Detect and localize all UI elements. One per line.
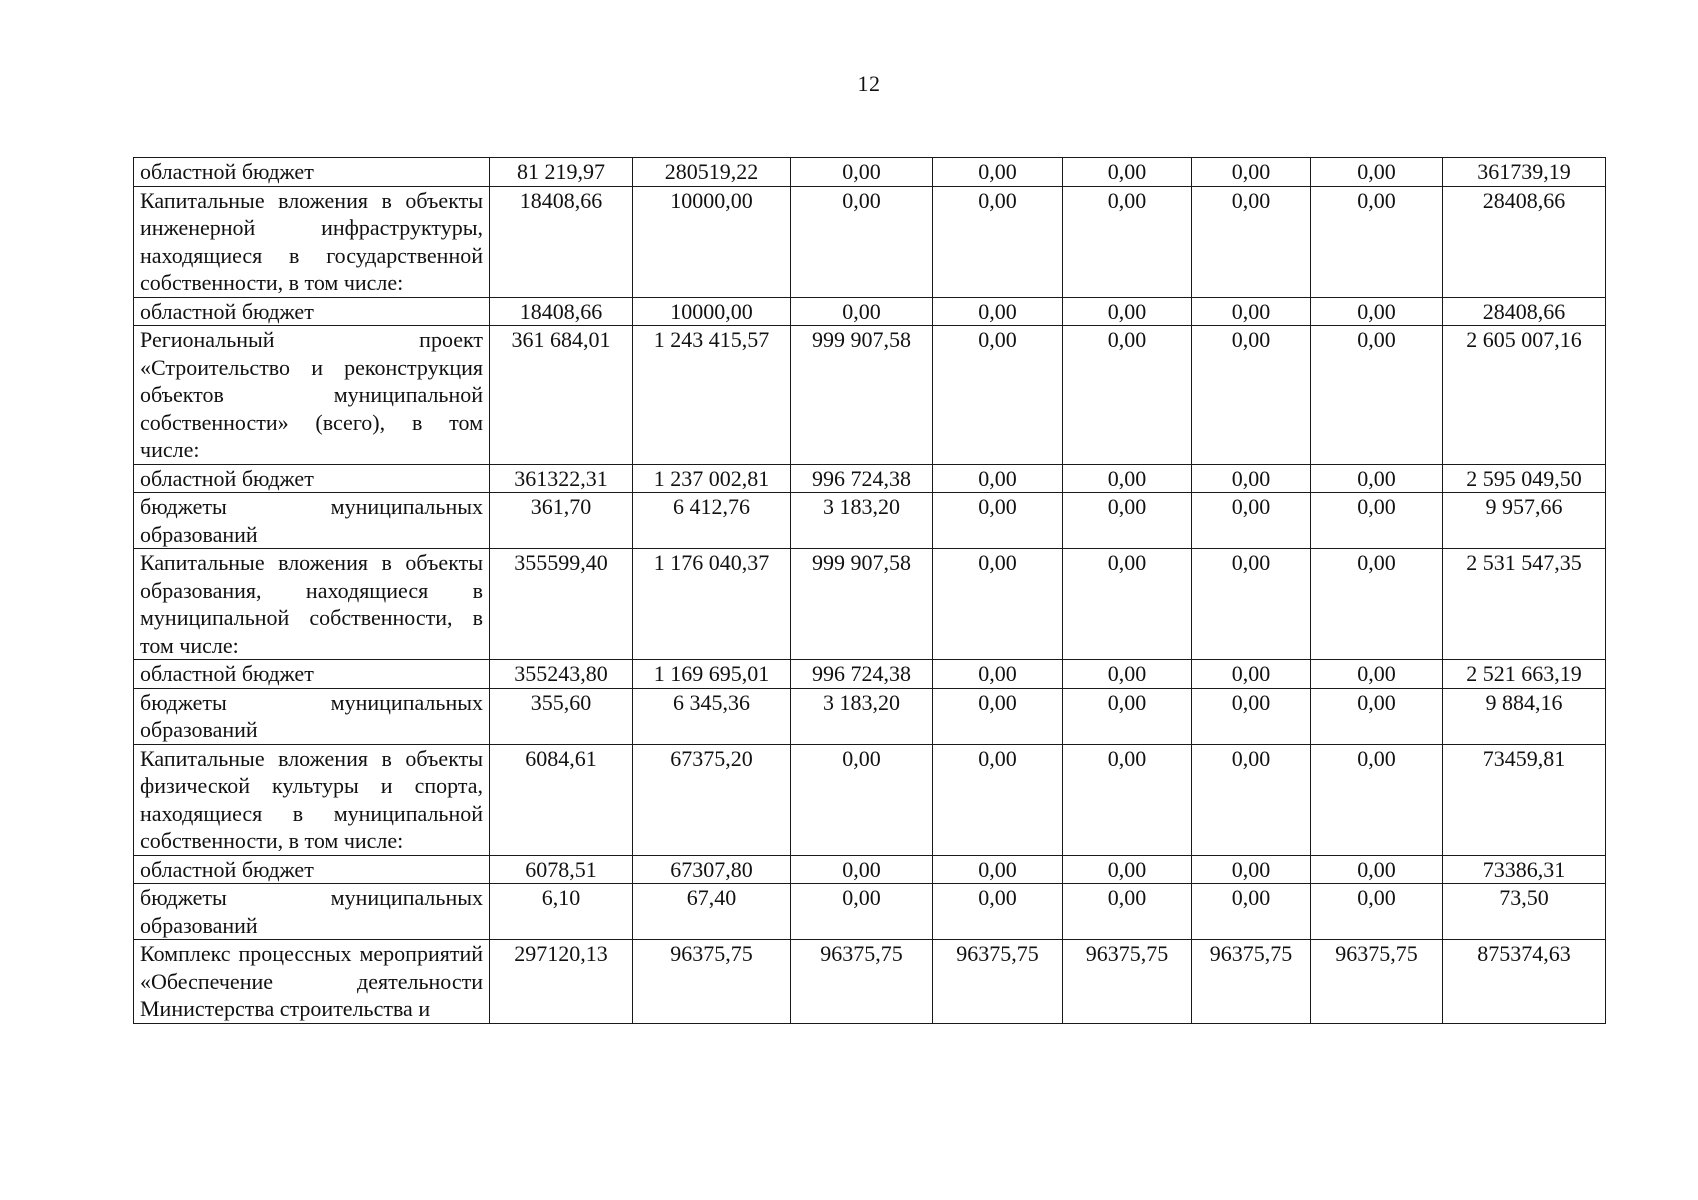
value-cell: 0,00 — [1192, 158, 1311, 187]
total-cell: 2 521 663,19 — [1443, 660, 1606, 689]
value-cell: 1 243 415,57 — [633, 326, 791, 465]
value-cell: 10000,00 — [633, 297, 791, 326]
total-cell: 2 531 547,35 — [1443, 549, 1606, 660]
value-cell: 0,00 — [933, 688, 1063, 744]
table-row — [134, 744, 1606, 855]
total-cell: 361739,19 — [1443, 158, 1606, 187]
value-cell: 96375,75 — [1192, 940, 1311, 1024]
value-cell: 0,00 — [1192, 855, 1311, 884]
value-cell: 0,00 — [791, 186, 933, 297]
value-cell: 0,00 — [1311, 493, 1443, 549]
value-cell: 0,00 — [933, 744, 1063, 855]
row-label: областной бюджет — [134, 158, 490, 187]
value-cell: 0,00 — [1063, 855, 1192, 884]
value-cell: 0,00 — [791, 297, 933, 326]
value-cell: 0,00 — [1311, 660, 1443, 689]
value-cell: 355,60 — [490, 688, 633, 744]
value-cell: 67,40 — [633, 884, 791, 940]
value-cell: 3 183,20 — [791, 688, 933, 744]
row-label: Капитальные вложения в объекты физической культуры и спорта, находящиеся в муниципальной собственности, в том числе: — [134, 744, 490, 855]
total-cell: 875374,63 — [1443, 940, 1606, 1024]
value-cell: 0,00 — [1063, 493, 1192, 549]
value-cell: 0,00 — [1063, 297, 1192, 326]
value-cell: 996 724,38 — [791, 464, 933, 493]
table-row — [134, 158, 1606, 187]
value-cell: 0,00 — [1311, 744, 1443, 855]
row-label: бюджеты муниципальных образований — [134, 688, 490, 744]
value-cell: 0,00 — [791, 855, 933, 884]
row-label: областной бюджет — [134, 297, 490, 326]
value-cell: 0,00 — [1063, 464, 1192, 493]
value-cell: 0,00 — [933, 493, 1063, 549]
row-label: бюджеты муниципальных образований — [134, 884, 490, 940]
total-cell: 73459,81 — [1443, 744, 1606, 855]
value-cell: 18408,66 — [490, 297, 633, 326]
value-cell: 0,00 — [1063, 326, 1192, 465]
value-cell: 96375,75 — [1063, 940, 1192, 1024]
value-cell: 0,00 — [933, 855, 1063, 884]
value-cell: 999 907,58 — [791, 549, 933, 660]
value-cell: 0,00 — [1063, 549, 1192, 660]
value-cell: 0,00 — [1311, 464, 1443, 493]
value-cell: 0,00 — [1192, 549, 1311, 660]
value-cell: 1 237 002,81 — [633, 464, 791, 493]
value-cell: 999 907,58 — [791, 326, 933, 465]
value-cell: 6 345,36 — [633, 688, 791, 744]
value-cell: 0,00 — [933, 660, 1063, 689]
value-cell: 0,00 — [933, 549, 1063, 660]
row-label: областной бюджет — [134, 464, 490, 493]
value-cell: 67375,20 — [633, 744, 791, 855]
value-cell: 280519,22 — [633, 158, 791, 187]
value-cell: 0,00 — [1311, 884, 1443, 940]
value-cell: 0,00 — [1192, 493, 1311, 549]
total-cell: 73,50 — [1443, 884, 1606, 940]
value-cell: 96375,75 — [633, 940, 791, 1024]
value-cell: 3 183,20 — [791, 493, 933, 549]
value-cell: 0,00 — [1063, 744, 1192, 855]
table-row — [134, 855, 1606, 884]
total-cell: 9 884,16 — [1443, 688, 1606, 744]
value-cell: 0,00 — [933, 464, 1063, 493]
value-cell: 0,00 — [1311, 297, 1443, 326]
value-cell: 0,00 — [1192, 688, 1311, 744]
value-cell: 297120,13 — [490, 940, 633, 1024]
value-cell: 18408,66 — [490, 186, 633, 297]
page-number: 12 — [857, 71, 881, 96]
value-cell: 0,00 — [933, 326, 1063, 465]
value-cell: 361,70 — [490, 493, 633, 549]
value-cell: 0,00 — [1063, 688, 1192, 744]
row-label: областной бюджет — [134, 660, 490, 689]
value-cell: 0,00 — [1063, 660, 1192, 689]
value-cell: 0,00 — [1192, 744, 1311, 855]
value-cell: 0,00 — [1063, 884, 1192, 940]
value-cell: 0,00 — [791, 744, 933, 855]
table-row — [134, 464, 1606, 493]
value-cell: 6078,51 — [490, 855, 633, 884]
table-row — [134, 660, 1606, 689]
value-cell: 1 169 695,01 — [633, 660, 791, 689]
value-cell: 0,00 — [933, 884, 1063, 940]
value-cell: 96375,75 — [791, 940, 933, 1024]
value-cell: 0,00 — [933, 297, 1063, 326]
row-label: областной бюджет — [134, 855, 490, 884]
value-cell: 0,00 — [933, 186, 1063, 297]
value-cell: 996 724,38 — [791, 660, 933, 689]
value-cell: 0,00 — [1192, 297, 1311, 326]
table-row — [134, 186, 1606, 297]
row-label: Комплекс процессных мероприятий «Обеспечение деятельности Министерства строительства и — [134, 940, 490, 1024]
value-cell: 0,00 — [1063, 158, 1192, 187]
total-cell: 2 595 049,50 — [1443, 464, 1606, 493]
value-cell: 0,00 — [1063, 186, 1192, 297]
table-row — [134, 688, 1606, 744]
value-cell: 0,00 — [1311, 688, 1443, 744]
value-cell: 0,00 — [1311, 855, 1443, 884]
row-label: Региональный проект «Строительство и реконструкция объектов муниципальной собственности» (всего), в том числе: — [134, 326, 490, 465]
value-cell: 0,00 — [1311, 158, 1443, 187]
row-label: Капитальные вложения в объекты образования, находящиеся в муниципальной собственности, в том числе: — [134, 549, 490, 660]
value-cell: 355243,80 — [490, 660, 633, 689]
value-cell: 0,00 — [933, 158, 1063, 187]
row-label: бюджеты муниципальных образований — [134, 493, 490, 549]
value-cell: 6 412,76 — [633, 493, 791, 549]
value-cell: 0,00 — [1192, 884, 1311, 940]
value-cell: 361 684,01 — [490, 326, 633, 465]
table-row — [134, 549, 1606, 660]
total-cell: 28408,66 — [1443, 186, 1606, 297]
value-cell: 67307,80 — [633, 855, 791, 884]
value-cell: 6084,61 — [490, 744, 633, 855]
value-cell: 0,00 — [791, 884, 933, 940]
row-label: Капитальные вложения в объекты инженерной инфраструктуры, находящиеся в государственной собственности, в том числе: — [134, 186, 490, 297]
value-cell: 10000,00 — [633, 186, 791, 297]
value-cell: 6,10 — [490, 884, 633, 940]
value-cell: 96375,75 — [1311, 940, 1443, 1024]
table-row — [134, 493, 1606, 549]
total-cell: 2 605 007,16 — [1443, 326, 1606, 465]
value-cell: 361322,31 — [490, 464, 633, 493]
value-cell: 1 176 040,37 — [633, 549, 791, 660]
value-cell: 0,00 — [1311, 549, 1443, 660]
table-row — [134, 326, 1606, 465]
value-cell: 355599,40 — [490, 549, 633, 660]
value-cell: 0,00 — [791, 158, 933, 187]
table-row — [134, 884, 1606, 940]
value-cell: 0,00 — [1311, 326, 1443, 465]
table-row — [134, 940, 1606, 1024]
value-cell: 0,00 — [1192, 660, 1311, 689]
total-cell: 73386,31 — [1443, 855, 1606, 884]
value-cell: 0,00 — [1192, 464, 1311, 493]
value-cell: 0,00 — [1192, 326, 1311, 465]
value-cell: 81 219,97 — [490, 158, 633, 187]
table-row — [134, 297, 1606, 326]
total-cell: 9 957,66 — [1443, 493, 1606, 549]
value-cell: 0,00 — [1311, 186, 1443, 297]
total-cell: 28408,66 — [1443, 297, 1606, 326]
value-cell: 96375,75 — [933, 940, 1063, 1024]
budget-table — [133, 157, 1606, 1024]
value-cell: 0,00 — [1192, 186, 1311, 297]
